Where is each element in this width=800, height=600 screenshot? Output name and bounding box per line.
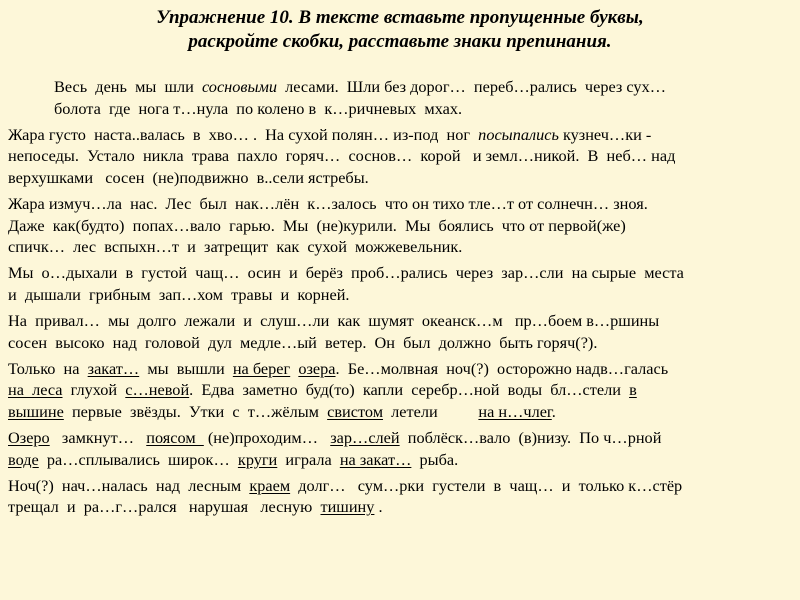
text-run: кузнеч…ки - [558, 124, 652, 144]
text-run: лесами. Шли без дорог… переб…рались через сух… [277, 77, 666, 96]
text-paragraph [8, 475, 790, 518]
underlined-word: в [629, 380, 637, 400]
text-run: поблёск…вало (в)низу. По ч…рной [399, 427, 662, 447]
exercise-title [0, 6, 800, 54]
text-line [8, 449, 790, 471]
text-run: . Едва заметно буд(то) капли серебр…ной воды бл…стели [189, 380, 630, 400]
text-line [8, 475, 790, 497]
text-run: непоседы. Устало никла трава пахло горяч… соснов… корой и земл…никой. В неб… над [8, 146, 676, 166]
text-run: . [374, 497, 383, 517]
text-line [8, 98, 790, 120]
text-run: спичк… лес вспыхн…т и затрещит как сухой можжевельник. [8, 237, 463, 257]
text-line [8, 496, 790, 518]
text-run: болота где нога т…нула по колено в к…ричневых мхах. [54, 98, 463, 118]
text-line [8, 427, 790, 449]
exercise-text [8, 76, 790, 522]
italic-word: сосновыми [201, 77, 278, 96]
underlined-word: на берег [232, 358, 291, 378]
text-run: . Бе…молвная ноч(?) осторожно надв…галась [335, 358, 669, 378]
text-run: (не)проходим… [203, 427, 331, 447]
underlined-word: на леса [8, 380, 63, 400]
text-paragraph [8, 76, 790, 119]
text-run: . [551, 401, 556, 421]
text-run: замкнут… [49, 427, 147, 447]
text-run: Весь день мы шли [54, 77, 202, 96]
text-line [8, 379, 790, 401]
text-line [8, 358, 790, 380]
text-line [8, 284, 790, 306]
text-run: Даже как(будто) попах…вало гарью. Мы (не)курили. Мы боялись что от первой(же) [8, 215, 626, 235]
text-paragraph [8, 262, 790, 305]
text-line [8, 145, 790, 167]
text-run: сосен высоко над головой дул медле…ый ветер. Он был должно быть горяч(?). [8, 332, 598, 352]
underlined-word: закат… [87, 358, 140, 378]
underlined-word: на н…члег [478, 401, 552, 421]
underlined-word: озера [298, 358, 336, 378]
text-run: летели [383, 401, 479, 421]
text-paragraph [8, 193, 790, 258]
underlined-word: на закат… [339, 449, 412, 469]
text-line [8, 401, 790, 423]
underlined-word: краем [249, 475, 291, 495]
text-line [8, 124, 790, 146]
italic-word: посыпались [478, 124, 559, 144]
text-paragraph [8, 358, 790, 423]
text-paragraph [8, 124, 790, 189]
text-run: Только на [8, 358, 88, 378]
text-run: ра…сплывались широк… [38, 449, 238, 469]
underlined-word: вышине [8, 401, 64, 421]
text-run: верхушками сосен (не)подвижно в..сели ястребы. [8, 167, 369, 187]
underlined-word: тишину [320, 497, 375, 517]
text-run: играла [277, 449, 340, 469]
title-line-1: Упражнение 10. В тексте вставьте пропущенные буквы, [156, 7, 644, 28]
underlined-word: Озеро [8, 427, 50, 447]
text-run: первые звёзды. Утки с т…жёлым [63, 401, 328, 421]
text-run: Ноч(?) нач…налась над лесным [8, 475, 250, 495]
text-run: рыба. [411, 449, 459, 469]
text-run: Жара измуч…ла нас. Лес был нак…лён к…залось что он тихо тле…т от солнечн… зноя. [8, 193, 648, 213]
text-run: долг… сум…рки густели в чащ… и только к…стёр [290, 475, 683, 495]
text-line [8, 310, 790, 332]
text-run: мы вышли [139, 358, 233, 378]
text-line [8, 332, 790, 354]
text-line [8, 167, 790, 189]
underlined-word: круги [237, 449, 278, 469]
text-run: На привал… мы долго лежали и слуш…ли как шумят океанск…м пр…боем в…ршины [8, 310, 660, 330]
text-run: трещал и ра…г…рался нарушая лесную [8, 497, 321, 517]
underlined-word: поясом [146, 427, 204, 447]
underlined-word: свистом [327, 401, 384, 421]
text-run: Жара густо наста..валась в хво… . На сухой полян… из-под ног [8, 124, 479, 144]
underlined-word: с…невой [125, 380, 190, 400]
text-run: Мы о…дыхали в густой чащ… осин и берёз проб…рались через зар…сли на сырые места [8, 263, 684, 283]
text-line [8, 262, 790, 284]
title-line-2: раскройте скобки, расставьте знаки препинания. [188, 31, 612, 52]
underlined-word: зар…слей [330, 427, 400, 447]
text-line [8, 193, 790, 215]
text-line [8, 215, 790, 237]
underlined-word: воде [8, 449, 39, 469]
text-run: глухой [62, 380, 126, 400]
text-run: и дышали грибным зап…хом травы и корней. [8, 284, 350, 304]
text-line [8, 76, 790, 98]
text-paragraph [8, 310, 790, 353]
text-paragraph [8, 427, 790, 470]
text-line [8, 236, 790, 258]
